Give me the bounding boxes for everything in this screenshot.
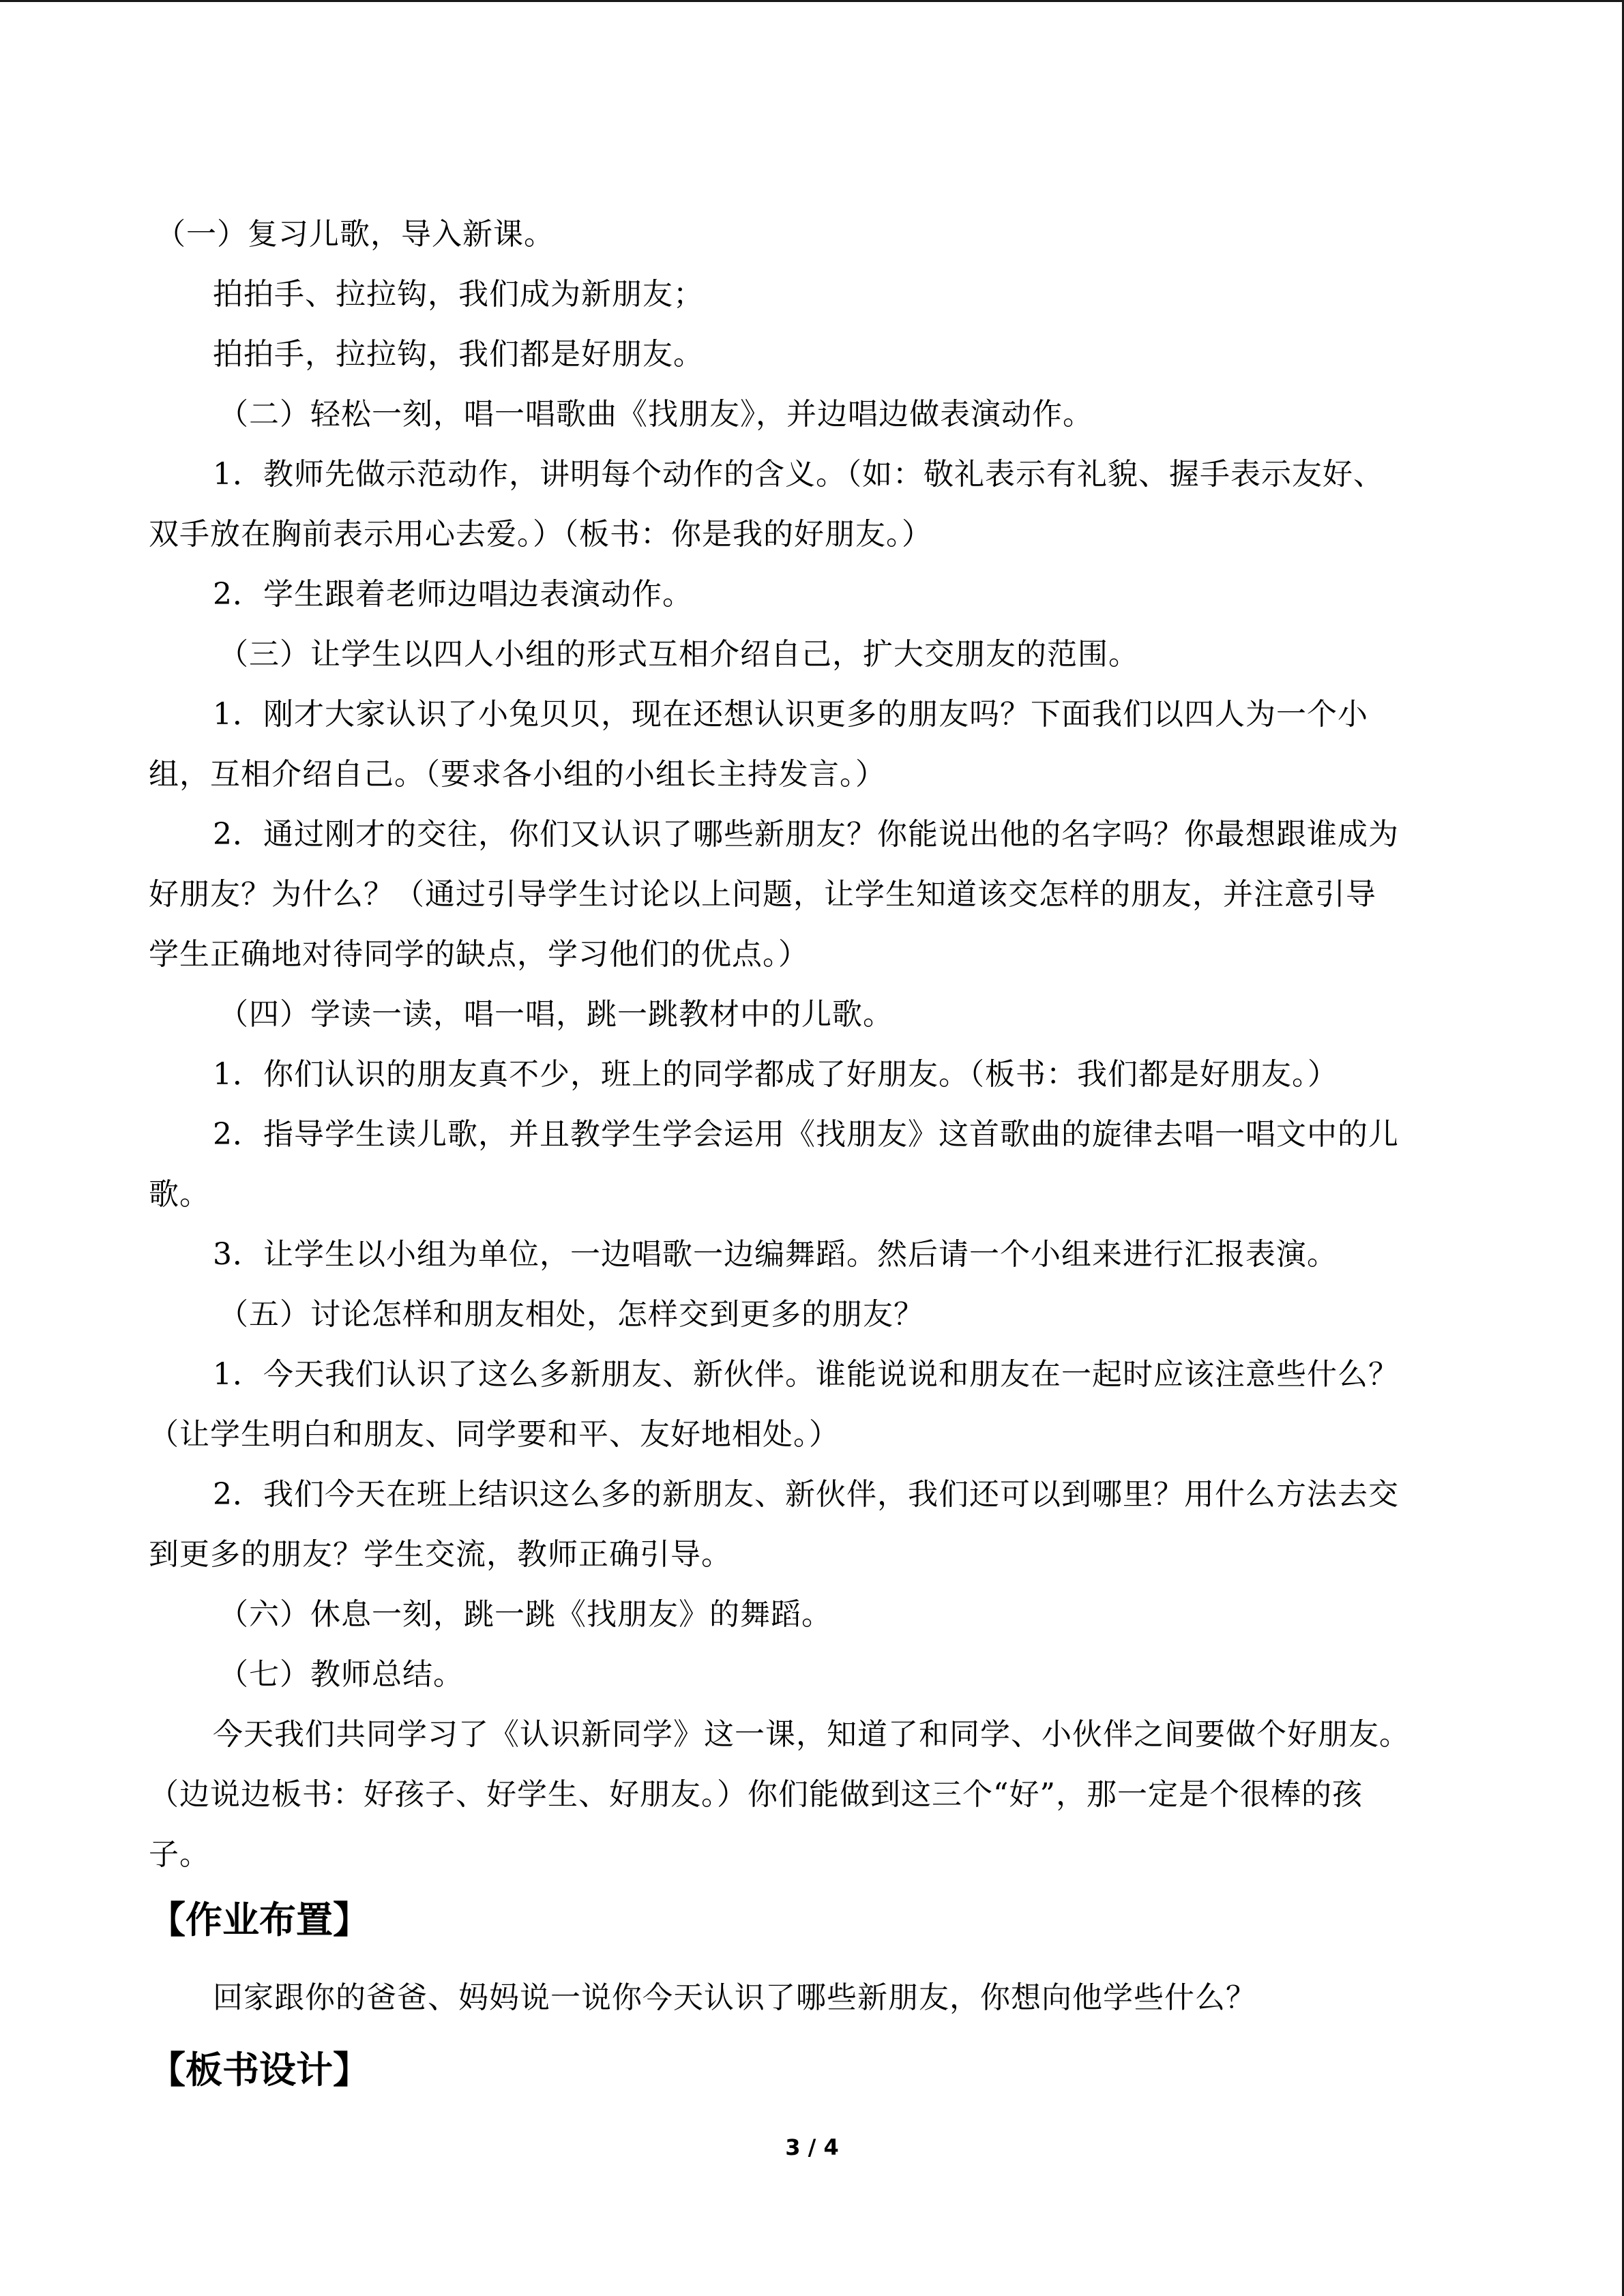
paragraph-line: 2．指导学生读儿歌，并且教学生学会运用《找朋友》这首歌曲的旋律去唱一唱文中的儿 <box>213 1117 1399 1152</box>
paragraph-line: 到更多的朋友？学生交流，教师正确引导。 <box>149 1537 732 1572</box>
paragraph-line: 2．我们今天在班上结识这么多的新朋友、新伙伴，我们还可以到哪里？用什么方法去交 <box>213 1477 1399 1512</box>
paragraph-line: 好朋友？为什么？（通过引导学生讨论以上问题，让学生知道该交怎样的朋友，并注意引导 <box>149 877 1376 912</box>
paragraph-line: 子。 <box>149 1837 210 1872</box>
paragraph-line: 组，互相介绍自己。（要求各小组的小组长主持发言。） <box>149 757 886 792</box>
section-heading-1: （一）复习儿歌，导入新课。 <box>156 217 555 252</box>
paragraph-line: 3．让学生以小组为单位，一边唱歌一边编舞蹈。然后请一个小组来进行汇报表演。 <box>213 1237 1338 1272</box>
paragraph-line: 1．教师先做示范动作，讲明每个动作的含义。（如：敬礼表示有礼貌、握手表示友好、 <box>213 457 1384 492</box>
paragraph-line: （让学生明白和朋友、同学要和平、友好地相处。） <box>149 1417 840 1452</box>
page-number: 3 / 4 <box>785 2134 839 2160</box>
section-heading-7: （七）教师总结。 <box>218 1657 464 1692</box>
rhyme-line-2: 拍拍手，拉拉钩，我们都是好朋友。 <box>213 337 704 372</box>
paragraph-line: 歌。 <box>149 1177 210 1212</box>
board-design-heading: 【板书设计】 <box>149 2048 370 2091</box>
section-heading-4: （四）学读一读，唱一唱，跳一跳教材中的儿歌。 <box>218 997 894 1032</box>
paragraph-line: 1．你们认识的朋友真不少，班上的同学都成了好朋友。（板书：我们都是好朋友。） <box>213 1057 1338 1092</box>
section-heading-6: （六）休息一刻，跳一跳《找朋友》的舞蹈。 <box>218 1597 832 1632</box>
paragraph-line: 双手放在胸前表示用心去爱。）（板书：你是我的好朋友。） <box>149 517 932 552</box>
paragraph-line: 2．学生跟着老师边唱边表演动作。 <box>213 577 693 612</box>
homework-text: 回家跟你的爸爸、妈妈说一说你今天认识了哪些新朋友，你想向他学些什么？ <box>213 1980 1256 2015</box>
section-heading-2: （二）轻松一刻，唱一唱歌曲《找朋友》，并边唱边做表演动作。 <box>218 397 1093 432</box>
paragraph-line: 1．刚才大家认识了小兔贝贝，现在还想认识更多的朋友吗？下面我们以四人为一个小 <box>213 697 1368 732</box>
section-heading-5: （五）讨论怎样和朋友相处，怎样交到更多的朋友？ <box>218 1297 924 1332</box>
paragraph-line: 2．通过刚才的交往，你们又认识了哪些新朋友？你能说出他的名字吗？你最想跟谁成为 <box>213 817 1399 852</box>
homework-heading: 【作业布置】 <box>149 1898 370 1941</box>
paragraph-line: 今天我们共同学习了《认识新同学》这一课，知道了和同学、小伙伴之间要做个好朋友。 <box>213 1717 1410 1752</box>
section-heading-3: （三）让学生以四人小组的形式互相介绍自己，扩大交朋友的范围。 <box>218 637 1139 672</box>
paragraph-line: （边说边板书：好孩子、好学生、好朋友。）你们能做到这三个“好”，那一定是个很棒的孩 <box>149 1777 1363 1812</box>
paragraph-line: 1．今天我们认识了这么多新朋友、新伙伴。谁能说说和朋友在一起时应该注意些什么？ <box>213 1357 1399 1392</box>
rhyme-line-1: 拍拍手、拉拉钩，我们成为新朋友； <box>213 277 704 312</box>
paragraph-line: 学生正确地对待同学的缺点，学习他们的优点。） <box>149 937 809 972</box>
page-border-top <box>0 0 1624 2</box>
